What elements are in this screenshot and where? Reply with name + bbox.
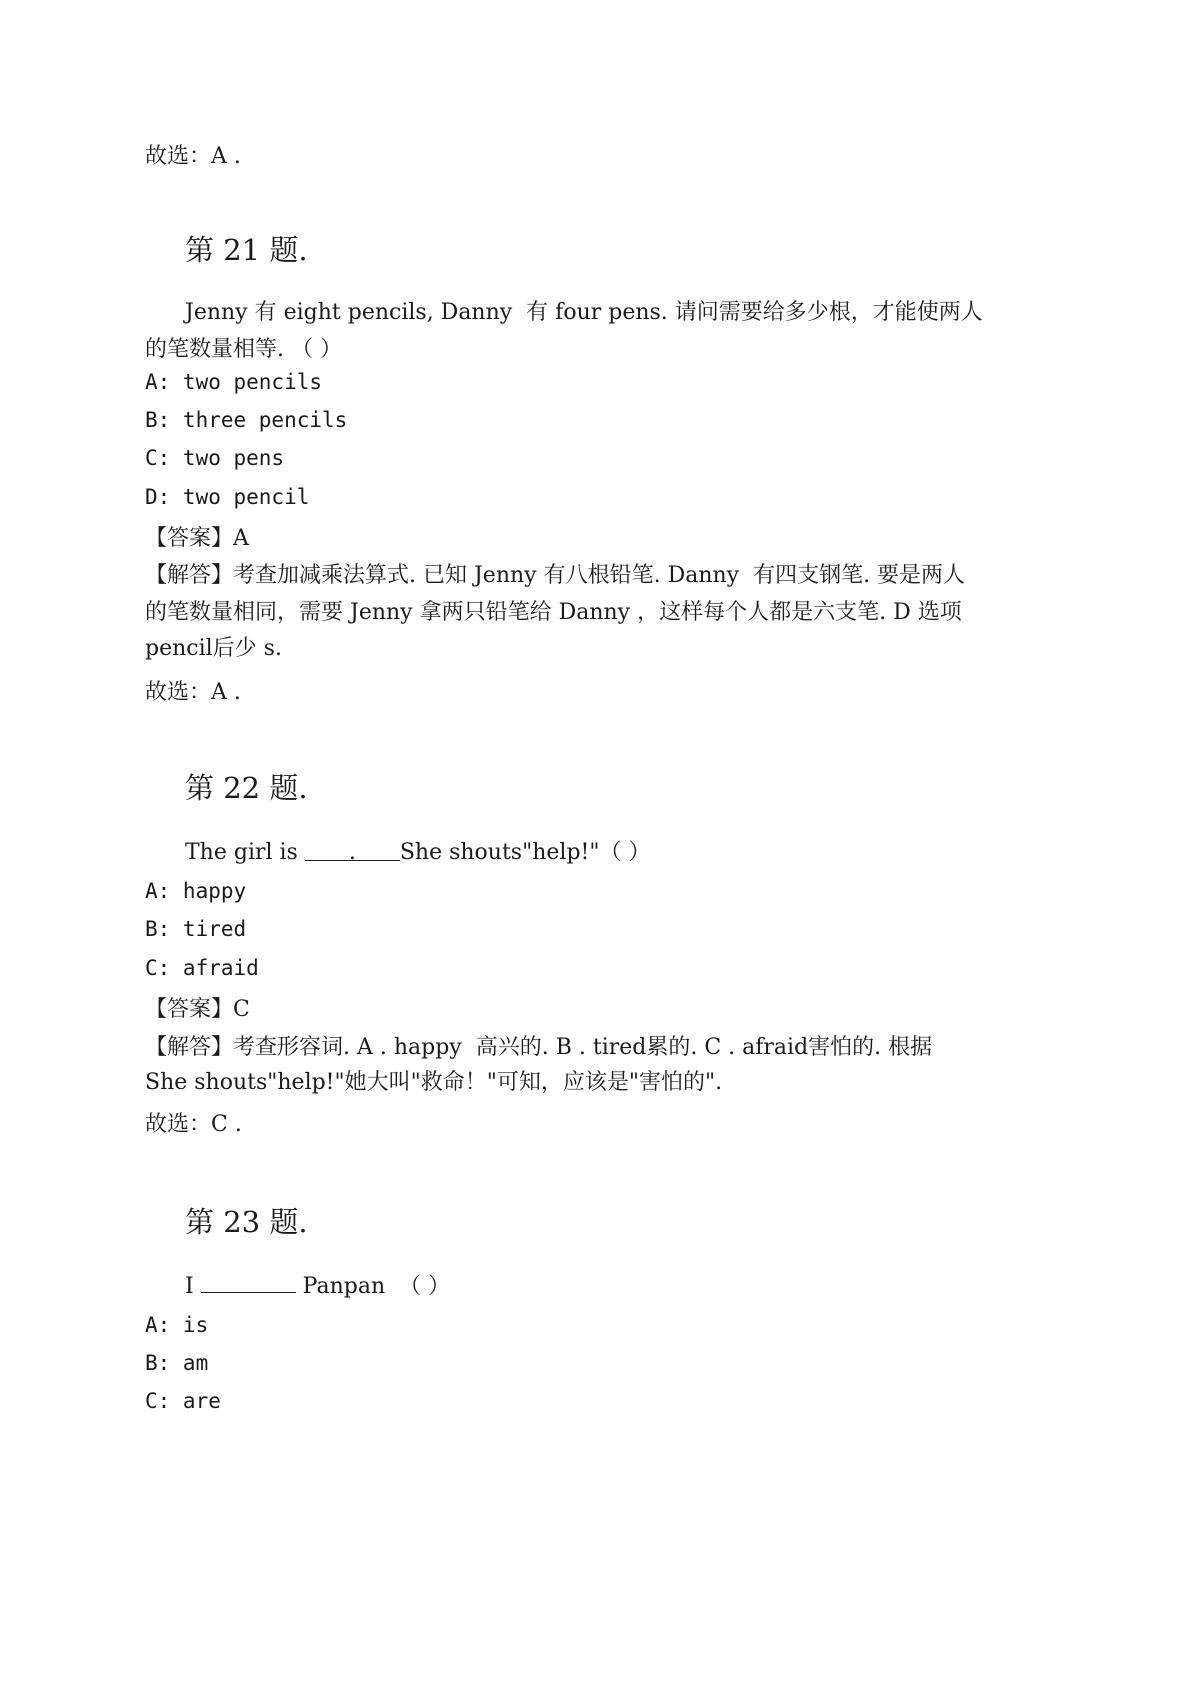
- question-21-option-c: C: two pens: [145, 446, 285, 470]
- question-21-stem-line-2: 的笔数量相等. （ ）: [145, 337, 342, 362]
- question-23-stem: [185, 1270, 450, 1302]
- question-23-option-c: C: are: [145, 1389, 221, 1413]
- question-22-explanation-line-2: She shouts"help!"她大叫"救命！"可知，应该是"害怕的".: [145, 1070, 723, 1095]
- question-23-title: 第 23 题.: [185, 1205, 308, 1239]
- question-21-answer: 【答案】A: [145, 526, 249, 551]
- question-21-explanation-line-2: 的笔数量相同，需要 Jenny 拿两只铅笔给 Danny ，这样每个人都是六支笔. D 选项: [145, 600, 962, 625]
- question-21-explanation-line-1: 【解答】考查加减乘法算式. 已知 Jenny 有八根铅笔. Danny 有四支钢笔. 要是两人: [145, 563, 966, 588]
- previous-conclusion: 故选：A .: [145, 144, 241, 169]
- question-22-answer-blank: .: [305, 838, 400, 861]
- question-22-option-c: C: afraid: [145, 956, 259, 980]
- question-22-explanation-line-1: 【解答】考查形容词. A . happy 高兴的. B . tired累的. C . afraid害怕的. 根据: [145, 1035, 933, 1060]
- question-21-option-b: B: three pencils: [145, 408, 348, 432]
- question-21-stem-line-1: Jenny 有 eight pencils, Danny 有 four pens. 请问需要给多少根，才能使两人: [185, 300, 983, 325]
- question-22-title: 第 22 题.: [185, 771, 308, 805]
- question-23-option-b: B: am: [145, 1351, 209, 1375]
- question-21-option-a: A: two pencils: [145, 370, 323, 394]
- question-21-option-d: D: two pencil: [145, 485, 310, 509]
- question-22-conclusion: 故选：C .: [145, 1112, 242, 1137]
- question-22-stem: [185, 838, 650, 868]
- question-21-explanation-line-3: pencil后少 s.: [145, 636, 282, 661]
- question-21-conclusion: 故选：A .: [145, 680, 241, 705]
- question-22-option-a: A: happy: [145, 879, 247, 903]
- question-23-stem-after: Panpan （ ）: [295, 1274, 451, 1299]
- question-22-option-b: B: tired: [145, 917, 247, 941]
- question-22-stem-after: She shouts"help!"（ ）: [399, 840, 651, 865]
- question-23-stem-before: I: [185, 1274, 201, 1299]
- question-21-title: 第 21 题.: [185, 233, 308, 267]
- question-23-option-a: A: is: [145, 1313, 209, 1337]
- question-22-answer: 【答案】C: [145, 997, 250, 1022]
- question-22-stem-before: The girl is: [185, 840, 305, 865]
- question-23-answer-blank: [201, 1270, 296, 1293]
